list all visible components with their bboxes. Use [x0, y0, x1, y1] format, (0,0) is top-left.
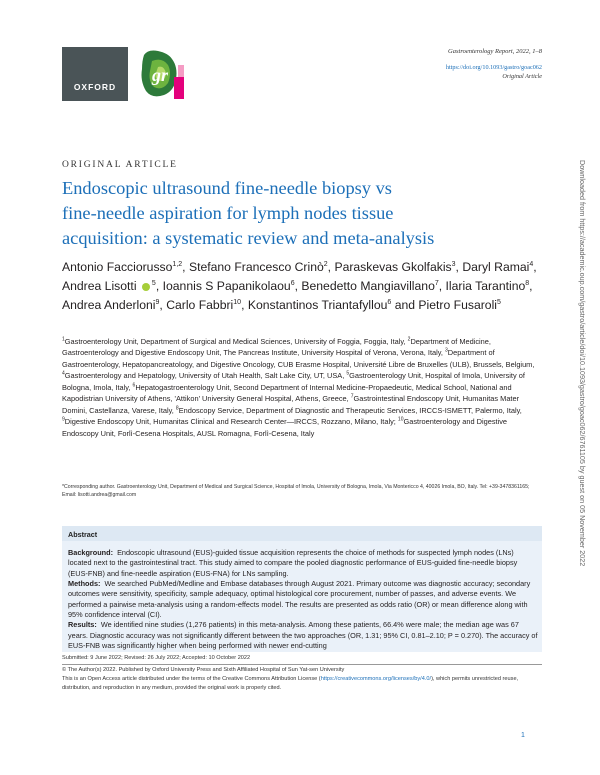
doi-link[interactable]: https://doi.org/10.1093/gastro/goac062 [445, 63, 542, 71]
download-watermark: Downloaded from https://academic.oup.com/gastro/article/doi/10.1093/gastro/goac062/6761105 by guest on 05 November 2022 [578, 160, 587, 567]
abstract-box [62, 526, 542, 652]
author[interactable]: Stefano Francesco Crinò$^2$ [188, 260, 328, 274]
page-number: 1 [521, 732, 525, 739]
author[interactable]: Konstantinos Triantafyllou$^6$ [247, 298, 392, 312]
submission-dates: Submitted: 9 June 2022; Revised: 26 July 2022; Accepted: 10 October 2022 [62, 655, 251, 661]
journal-logo-icon [138, 47, 186, 101]
oxford-logo [62, 47, 128, 101]
affiliation: $^7$Gastrointestinal Endoscopy Unit, Humanitas Mater Domini, Castellanza, Varese, Italy, [62, 393, 520, 415]
abstract-methods: Methods: We searched PubMed/Medline and Embase databases through August 2021. Primary outcome was diagnostic accuracy; secondary outcomes were sensitivity, specificity, sample adequacy, optimal histological core procurement, number of passes, and adverse events. We performed a pairwise meta-analysis using a random-effects model. The results are presented as odds ratio (OR) or mean difference along with 95% confidence interval (CI). [68, 579, 531, 620]
license-link[interactable]: https://creativecommons.org/licenses/by/4.0/ [320, 675, 432, 682]
title-line-3: acquisition: a systematic review and meta-analysis [62, 228, 435, 248]
article-title [62, 176, 542, 251]
author[interactable]: Paraskevas Gkolfakis$^3$ [334, 260, 456, 274]
author[interactable]: Pietro Fusaroli$^5$ [418, 298, 501, 312]
affiliation: $^1$Gastroenterology Unit, Department of Surgical and Medical Sciences, University of Foggia, Foggia, Italy, [62, 336, 408, 346]
license-note [62, 666, 542, 692]
author[interactable]: Carlo Fabbri$^{10}$ [166, 298, 242, 312]
journal-info [446, 47, 542, 82]
orcid-icon[interactable] [142, 283, 150, 291]
journal-citation: Gastroenterology Report, 2022, 1–8 [448, 48, 542, 55]
author[interactable]: Ioannis S Papanikolaou$^6$ [162, 279, 295, 293]
journal-logo [138, 47, 186, 101]
abstract-results: Results: We identified nine studies (1,276 patients) in this meta-analysis. Among these patients, 66.4% were male; the median age was 67 years. Diagnostic accuracy was not significantly different between the two approaches (OR, 1.31; 95% CI, 0.81–2.10; P = 0.270). The accuracy of EUS-FNB was significantly higher when being performed with newer end-cutting [68, 620, 538, 651]
affiliations [62, 336, 542, 439]
title-line-2: fine-needle aspiration for lymph nodes tissue [62, 203, 394, 223]
author[interactable]: Ilaria Tarantino$^8$ [445, 279, 530, 293]
license-text: This is an Open Access article distributed under the terms of the Creative Commons Attribution License (https://creativecommons.org/licenses/by/4.0/), which permits unrestricted reuse, distribution, and reproduction in any medium, provided the original work is properly cited. [62, 675, 519, 691]
copyright: © The Author(s) 2022. Published by Oxford University Press and Sixth Affiliated Hospital of Sun Yat-sen University [62, 667, 345, 673]
abstract-heading: Abstract [68, 530, 98, 539]
title-line-1: Endoscopic ultrasound fine-needle biopsy vs [62, 178, 392, 198]
author-list: Antonio Facciorusso$^{1,2}$, Stefano Francesco Crinò$^2$, Paraskevas Gkolfakis$^3$, Daryl Ramai$^4$, Andrea Lisotti $^5$, Ioannis S Papanikolaou$^6$, Benedetto Mangiavillano$^7$, Ilaria Tarantino$^8$, Andrea Anderloni$^9$, Carlo Fabbri$^{10}$, Konstantinos Triantafyllou$^6$ and Pietro Fusaroli$^5$ [62, 260, 537, 312]
footer-divider [62, 664, 542, 665]
author[interactable]: Benedetto Mangiavillano$^7$ [301, 279, 439, 293]
affiliation: $^6$Hepatogastroenterology Unit, Second Department of Internal Medicine-Propaedeutic, Medical School, National and Kapodistrian University of Athens, 'Attikon' University General Hospital, Athens, Greece, [62, 382, 512, 404]
publisher-name: OXFORD [73, 82, 117, 92]
correspondence-note: *Corresponding author. Gastroenterology Unit, Department of Medical and Surgical Science, Hospital of Imola, University of Bologna, Imola, Via Montericco 4, 40026 Imola, BO, Italy. Tel: +39-3478361165; Email: lisotti.andrea@gmail.com [62, 484, 530, 498]
journal-logo-text: gr [152, 65, 169, 85]
affiliation: $^8$Endoscopy Service, Department of Diagnostic and Therapeutic Services, IRCCS-ISMETT, Palermo, Italy, [175, 405, 522, 415]
author[interactable]: Andrea Lisotti $^5$ [62, 279, 156, 293]
section-label: ORIGINAL ARTICLE [62, 160, 178, 170]
abstract-body [68, 548, 538, 651]
author[interactable]: Antonio Facciorusso$^{1,2}$ [62, 260, 183, 274]
author[interactable]: Andrea Anderloni$^9$ [62, 298, 160, 312]
article-type: Original Article [502, 73, 542, 80]
affiliation: $^9$Digestive Endoscopy Unit, Humanitas Clinical and Research Center—IRCCS, Rozzano, Milano, Italy; [62, 416, 398, 427]
affiliation: $^5$Gastroenterology Unit, Hospital of Imola, University of Bologna, Imola, Italy, [62, 370, 525, 392]
affiliation: $^2$Department of Medicine, Gastroenterology and Digestive Endoscopy Unit, The Pancreas Institute, University Hospital of Verona, Verona, Italy, [62, 336, 491, 358]
affiliation: $^4$Gastroenterology and Hepatology, University of Utah Health, Salt Lake City, UT, USA, [62, 370, 347, 381]
affiliation: $^{10}$Gastroenterology and Digestive Endoscopy Unit, Forlì-Cesena Hospitals, AUSL Romagna, Forlì-Cesena, Italy [62, 416, 508, 438]
abstract-background: Background: Endoscopic ultrasound (EUS)-guided tissue acquisition represents the choice of methods for suspected lymph nodes (LNs) located next to the gastrointestinal tract. This study aimed to compare the pooled diagnostic performance of EUS-guided fine-needle biopsy (EUS-FNB) and fine-needle aspiration (EUS-FNA) for LNs sampling. [68, 548, 518, 578]
affiliation: $^3$Department of Gastroenterology, Hepatopancreatology, and Digestive Oncology, CUB Erasme Hospital, Université Libre de Bruxelles (ULB), Brussels, Belgium, [62, 347, 535, 369]
abstract-header [62, 526, 542, 541]
author[interactable]: Daryl Ramai$^4$ [462, 260, 534, 274]
